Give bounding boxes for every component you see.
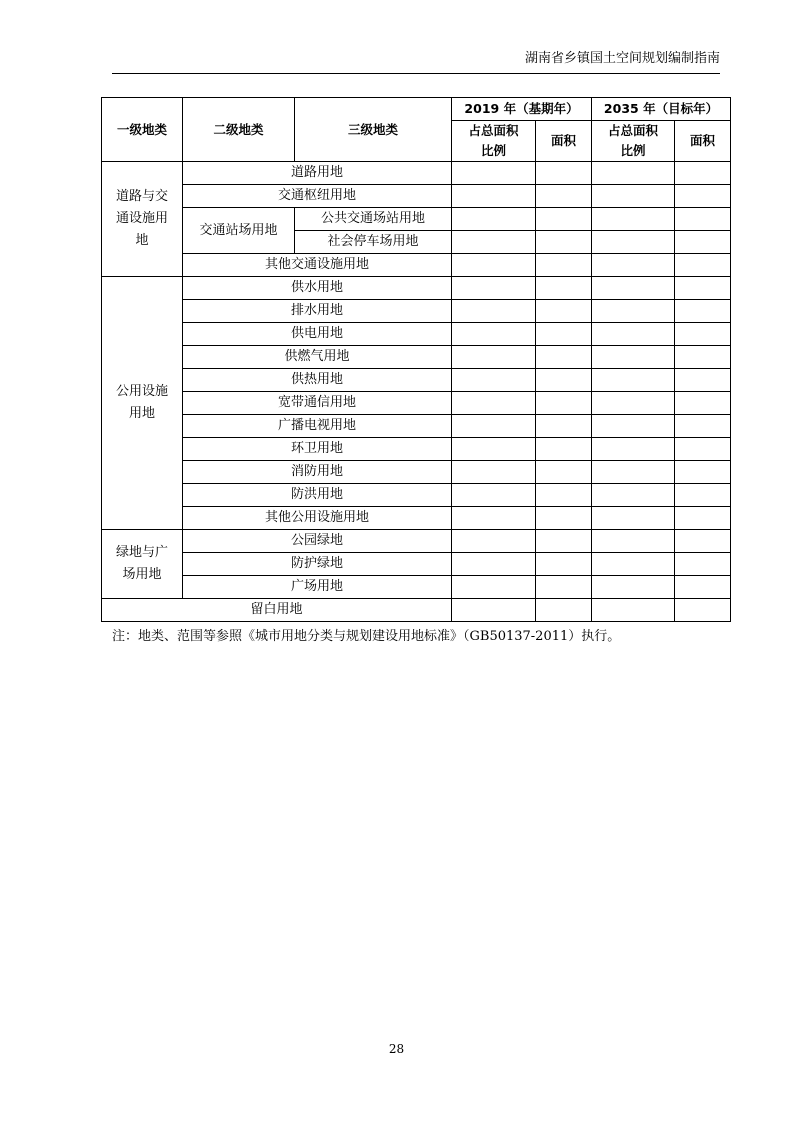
cell-area-2019 — [536, 162, 592, 185]
row-label: 其他公用设施用地 — [183, 507, 452, 530]
cell-area-2019 — [536, 185, 592, 208]
table-row — [102, 369, 731, 392]
row-label: 公共交通场站用地 — [295, 208, 452, 231]
cell-ratio-2035 — [592, 162, 675, 185]
cell-ratio-2035 — [592, 277, 675, 300]
table-row — [102, 162, 731, 185]
level2-station: 交通站场用地 — [183, 208, 295, 254]
row-label: 供热用地 — [183, 369, 452, 392]
cell-ratio-2035 — [592, 530, 675, 553]
header-area-2019: 面积 — [536, 121, 592, 162]
cell-area-2035 — [675, 346, 731, 369]
cell-area-2035 — [675, 415, 731, 438]
cell-ratio-2035 — [592, 231, 675, 254]
row-label: 道路用地 — [183, 162, 452, 185]
cell-ratio-2019 — [452, 254, 536, 277]
cell-area-2019 — [536, 438, 592, 461]
cell-ratio-2019 — [452, 553, 536, 576]
cell-area-2035 — [675, 484, 731, 507]
cell-ratio-2019 — [452, 415, 536, 438]
cell-ratio-2035 — [592, 438, 675, 461]
cell-ratio-2019 — [452, 461, 536, 484]
level1-utility: 公用设施用地 — [102, 277, 183, 530]
row-label: 供电用地 — [183, 323, 452, 346]
cell-ratio-2035 — [592, 461, 675, 484]
table-row — [102, 507, 731, 530]
cell-area-2019 — [536, 484, 592, 507]
cell-ratio-2035 — [592, 254, 675, 277]
cell-ratio-2019 — [452, 484, 536, 507]
header-rule — [112, 73, 720, 74]
table-row — [102, 530, 731, 553]
cell-area-2035 — [675, 599, 731, 622]
cell-ratio-2035 — [592, 576, 675, 599]
cell-ratio-2035 — [592, 392, 675, 415]
row-label: 环卫用地 — [183, 438, 452, 461]
cell-area-2035 — [675, 185, 731, 208]
table-row — [102, 208, 731, 231]
cell-area-2035 — [675, 277, 731, 300]
header-row-1 — [102, 98, 731, 121]
row-label: 广播电视用地 — [183, 415, 452, 438]
cell-area-2035 — [675, 392, 731, 415]
cell-ratio-2035 — [592, 185, 675, 208]
cell-area-2035 — [675, 231, 731, 254]
table-row — [102, 576, 731, 599]
cell-ratio-2019 — [452, 323, 536, 346]
table-row — [102, 254, 731, 277]
level1-green: 绿地与广场用地 — [102, 530, 183, 599]
table-note: 注：地类、范围等参照《城市用地分类与规划建设用地标准》（GB50137-2011）执行。 — [112, 629, 621, 644]
cell-ratio-2035 — [592, 300, 675, 323]
row-label: 社会停车场用地 — [295, 231, 452, 254]
cell-area-2035 — [675, 461, 731, 484]
row-label: 供燃气用地 — [183, 346, 452, 369]
cell-ratio-2035 — [592, 599, 675, 622]
cell-ratio-2019 — [452, 346, 536, 369]
cell-area-2035 — [675, 208, 731, 231]
cell-ratio-2035 — [592, 346, 675, 369]
cell-area-2035 — [675, 530, 731, 553]
row-label: 交通枢纽用地 — [183, 185, 452, 208]
cell-area-2019 — [536, 208, 592, 231]
cell-ratio-2035 — [592, 208, 675, 231]
cell-ratio-2019 — [452, 392, 536, 415]
cell-ratio-2019 — [452, 576, 536, 599]
cell-ratio-2019 — [452, 530, 536, 553]
cell-area-2035 — [675, 369, 731, 392]
cell-ratio-2019 — [452, 599, 536, 622]
cell-area-2035 — [675, 300, 731, 323]
cell-ratio-2035 — [592, 369, 675, 392]
cell-ratio-2019 — [452, 208, 536, 231]
cell-ratio-2019 — [452, 162, 536, 185]
row-label: 排水用地 — [183, 300, 452, 323]
header-2019: 2019 年（基期年） — [452, 98, 592, 121]
table-row — [102, 185, 731, 208]
cell-area-2019 — [536, 369, 592, 392]
cell-ratio-2019 — [452, 277, 536, 300]
table-row — [102, 323, 731, 346]
cell-area-2035 — [675, 576, 731, 599]
header-2035: 2035 年（目标年） — [592, 98, 731, 121]
table-row — [102, 300, 731, 323]
header-level1: 一级地类 — [102, 98, 183, 162]
cell-area-2019 — [536, 346, 592, 369]
cell-area-2019 — [536, 553, 592, 576]
row-label: 防洪用地 — [183, 484, 452, 507]
cell-area-2035 — [675, 162, 731, 185]
cell-ratio-2019 — [452, 300, 536, 323]
cell-area-2019 — [536, 576, 592, 599]
table-row — [102, 484, 731, 507]
cell-ratio-2035 — [592, 323, 675, 346]
table-row — [102, 553, 731, 576]
cell-area-2019 — [536, 323, 592, 346]
cell-ratio-2035 — [592, 415, 675, 438]
cell-area-2019 — [536, 415, 592, 438]
row-label: 宽带通信用地 — [183, 392, 452, 415]
level1-reserved: 留白用地 — [102, 599, 452, 622]
cell-area-2019 — [536, 507, 592, 530]
cell-area-2019 — [536, 461, 592, 484]
row-label: 公园绿地 — [183, 530, 452, 553]
header-level2: 二级地类 — [183, 98, 295, 162]
cell-ratio-2035 — [592, 484, 675, 507]
cell-area-2035 — [675, 254, 731, 277]
cell-ratio-2019 — [452, 438, 536, 461]
cell-area-2019 — [536, 277, 592, 300]
level1-transport: 道路与交通设施用地 — [102, 162, 183, 277]
cell-ratio-2019 — [452, 507, 536, 530]
cell-ratio-2019 — [452, 231, 536, 254]
cell-area-2019 — [536, 530, 592, 553]
cell-area-2019 — [536, 254, 592, 277]
row-label: 其他交通设施用地 — [183, 254, 452, 277]
header-level3: 三级地类 — [295, 98, 452, 162]
cell-area-2019 — [536, 599, 592, 622]
row-label: 供水用地 — [183, 277, 452, 300]
table-row — [102, 277, 731, 300]
cell-area-2019 — [536, 231, 592, 254]
header-ratio-2019: 占总面积比例 — [452, 121, 536, 162]
cell-ratio-2019 — [452, 369, 536, 392]
table-row — [102, 461, 731, 484]
page-number: 28 — [388, 1042, 405, 1056]
table-row — [102, 392, 731, 415]
row-label: 广场用地 — [183, 576, 452, 599]
row-label: 防护绿地 — [183, 553, 452, 576]
table-row — [102, 346, 731, 369]
header-ratio-2035: 占总面积比例 — [592, 121, 675, 162]
cell-ratio-2019 — [452, 185, 536, 208]
running-header: 湖南省乡镇国土空间规划编制指南 — [524, 51, 720, 66]
header-area-2035: 面积 — [675, 121, 731, 162]
cell-ratio-2035 — [592, 507, 675, 530]
cell-area-2035 — [675, 507, 731, 530]
table-row — [102, 599, 731, 622]
land-use-table — [101, 97, 731, 622]
row-label: 消防用地 — [183, 461, 452, 484]
cell-area-2019 — [536, 392, 592, 415]
table-row — [102, 438, 731, 461]
table-row — [102, 415, 731, 438]
cell-area-2019 — [536, 300, 592, 323]
cell-ratio-2035 — [592, 553, 675, 576]
cell-area-2035 — [675, 323, 731, 346]
cell-area-2035 — [675, 438, 731, 461]
cell-area-2035 — [675, 553, 731, 576]
